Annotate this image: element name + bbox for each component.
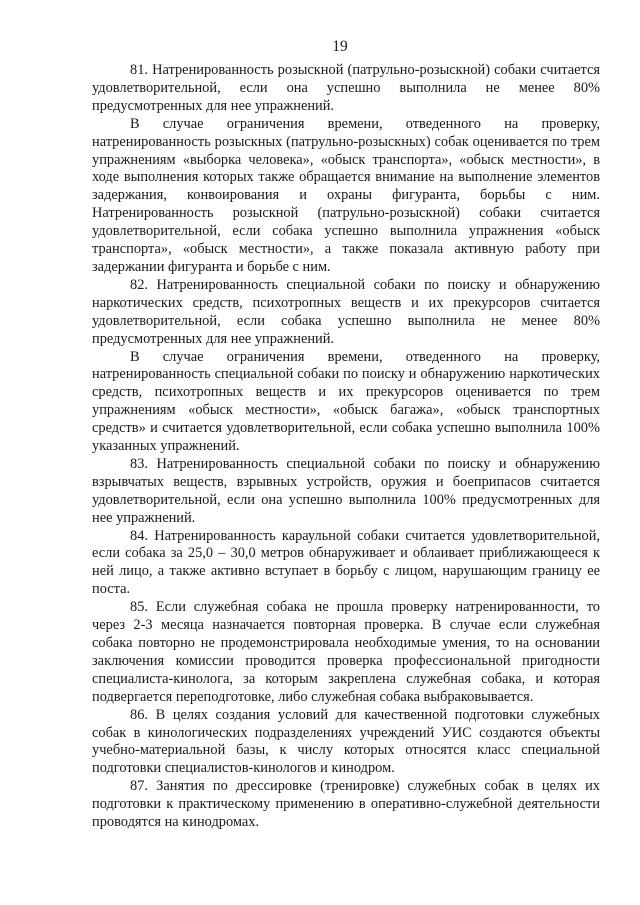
document-body (92, 62, 600, 832)
paragraph-85: 85. Если служебная собака не прошла проверку натренированности, то через 2-3 месяца назначается повторная проверка. В случае если служебная собака повторно не продемонстрировала необходимые умения, то на основании заключения комиссии проводится проверка профессиональной пригодности специалиста-кинолога, за которым закреплена служебная собака, и которая подвергается переподготовке, либо служебная собака выбраковывается. (92, 599, 600, 705)
paragraph-81-continuation: В случае ограничения времени, отведенного на проверку, натренированность розыскных (патрульно-розыскных) собак оценивается по трем упражнениям «выборка человека», «обыск транспорта», «обыск местности», в ходе выполнения которых также обращается внимание на выполнение элементов задержания, конвоирования и охраны фигуранта, борьбы с ним. Натренированность розыскной (патрульно-розыскной) собаки считается удовлетворительной, если собака успешно выполнила упражнения «обыск транспорта», «обыск местности», а также показала активную работу при задержании фигуранта и борьбе с ним. (92, 115, 600, 275)
paragraph-87: 87. Занятия по дрессировке (тренировке) служебных собак в целях их подготовки к практическому применению в оперативно-служебной деятельности проводятся на кинодромах. (92, 778, 600, 831)
paragraph-86: 86. В целях создания условий для качественной подготовки служебных собак в кинологических подразделениях учреждений УИС создаются объекты учебно-материальной базы, к числу которых относятся класс специальной подготовки специалистов-кинологов и кинодром. (92, 706, 600, 777)
paragraph-84: 84. Натренированность караульной собаки считается удовлетворительной, если собака за 25,0 – 30,0 метров обнаруживает и облаивает приближающееся к ней лицо, а также активно вступает в борьбу с лицом, нарушающим границу ее поста. (92, 527, 600, 598)
paragraph-83: 83. Натренированность специальной собаки по поиску и обнаружению взрывчатых веществ, взрывных устройств, оружия и боеприпасов считается удовлетворительной, если она успешно выполнила 100% предусмотренных для нее упражнений. (92, 455, 600, 526)
paragraph-82-continuation: В случае ограничения времени, отведенного на проверку, натренированность специальной собаки по поиску и обнаружению наркотических средств, психотропных веществ и их прекурсоров оценивается по трем упражнениям «обыск местности», «обыск багажа», «обыск транспортных средств» и считается удовлетворительной, если собака успешно выполнила 100% указанных упражнений. (92, 348, 600, 455)
paragraph-81: 81. Натренированность розыскной (патрульно-розыскной) собаки считается удовлетворительной, если она успешно выполнила не менее 80% предусмотренных для нее упражнений. (92, 62, 600, 114)
paragraph-82: 82. Натренированность специальной собаки по поиску и обнаружению наркотических средств, психотропных веществ и их прекурсоров считается удовлетворительной, если собака успешно выполнила не менее 80% предусмотренных для нее упражнений. (92, 276, 600, 347)
page-number: 19 (332, 38, 348, 55)
